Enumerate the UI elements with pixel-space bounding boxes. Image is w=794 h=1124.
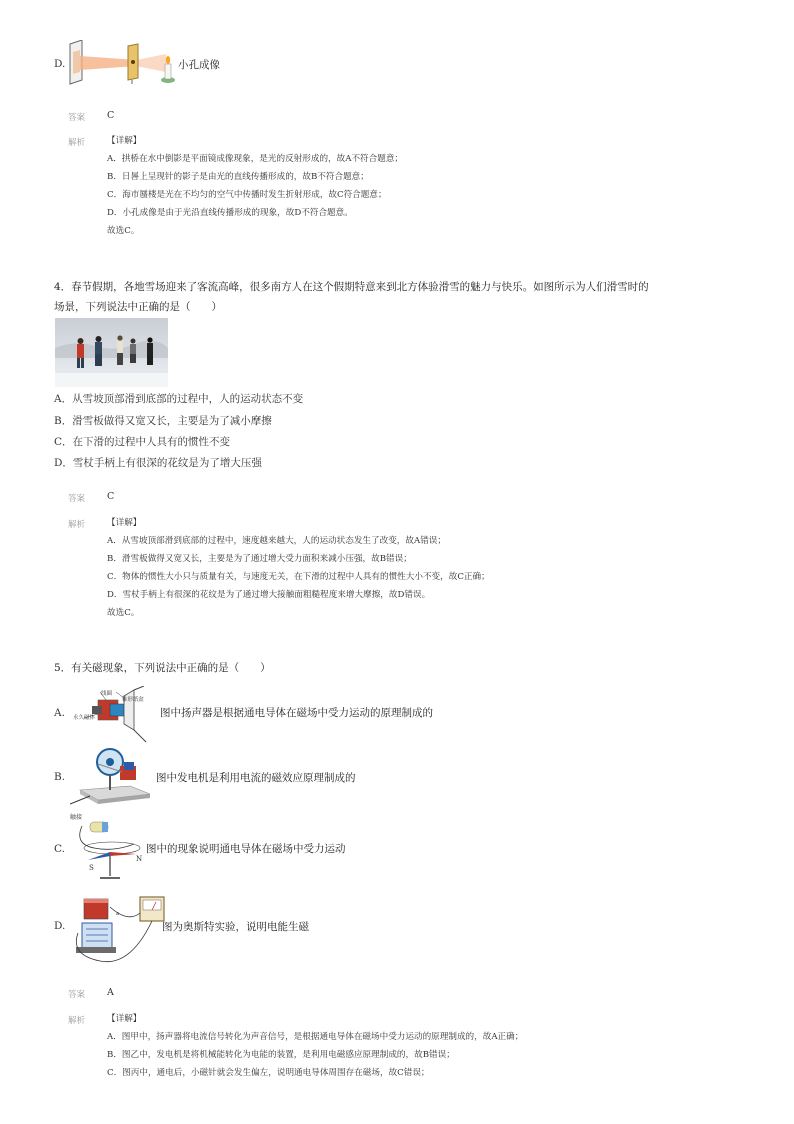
analysis-label: 解析 [68,520,86,530]
detail-line: 故选C。 [107,226,140,236]
option-d-text: 图为奥斯特实验，说明电能生磁 [162,921,309,933]
question-stem: 4．春节假期，各地雪场迎来了客流高峰，很多南方人在这个假期特意来到北方体验滑雪的魅力与快乐。如图所示为人们滑雪时的 [54,281,649,293]
question-stem: 场景，下列说法中正确的是（ ） [54,301,222,313]
answer-label: 答案 [68,494,86,504]
fig-label-cone: 锥形纸盆 [122,697,145,703]
option-b: B．滑雪板做得又宽又长，主要是为了减小摩擦 [54,415,272,427]
option-b-letter: B. [54,771,66,783]
option-d-letter: D. [54,920,66,932]
fig-label-magnet: 永久磁体 [73,715,96,721]
option-d: D．雪杖手柄上有很深的花纹是为了增大压强 [54,457,262,469]
detail-line: A．从雪坡顶部滑到底部的过程中，速度越来越大，人的运动状态发生了改变，故A错误； [107,536,446,546]
detail-line: C．图丙中，通电后，小磁针就会发生偏左，说明通电导体周围存在磁场，故C错误； [107,1068,430,1078]
fig-label-s: S [89,864,94,872]
induction-figure [70,893,166,963]
question-stem: 5．有关磁现象，下列说法中正确的是（ ） [54,662,271,674]
answer-label: 答案 [68,113,86,123]
answer-value: C [107,491,115,502]
analysis-label: 解析 [68,138,86,148]
skiing-photo [55,318,168,387]
compass-figure [70,818,142,884]
fig-label-n: N [136,855,143,863]
option-c: C．在下滑的过程中人具有的惯性不变 [54,436,231,448]
answer-value: A [107,987,114,998]
svg-text:a: a [116,911,120,917]
detail-line: C．海市蜃楼是光在不均匀的空气中传播时发生折射形成，故C符合题意； [107,190,387,200]
option-c-letter: C. [54,843,65,855]
answer-label: 答案 [68,990,86,1000]
option-b-text: 图中发电机是利用电流的磁效应原理制成的 [156,772,356,784]
detail-line: C．物体的惯性大小只与质量有关，与速度无关，在下滑的过程中人具有的惯性大小不变，故C正确； [107,572,490,582]
option-a-letter: A. [54,707,65,719]
detail-line: D．小孔成像是由于光沿直线传播形成的现象，故D不符合题意。 [107,208,353,218]
detail-header: 【详解】 [107,1014,142,1024]
option-d-letter: D. [54,58,66,70]
generator-figure [70,746,154,808]
answer-value: C [107,110,115,121]
detail-line: A．图甲中，扬声器将电流信号转化为声音信号，是根据通电导体在磁场中受力运动的原理制成的，故A正确； [107,1032,524,1042]
option-a: A．从雪坡顶部滑到底部的过程中，人的运动状态不变 [54,393,304,405]
fig-label-coil: 线圈 [101,691,113,697]
detail-header: 【详解】 [107,136,142,146]
detail-header: 【详解】 [107,518,142,528]
detail-line: A．拱桥在水中倒影是平面镜成像现象，是光的反射形成的，故A不符合题意； [107,154,404,164]
detail-line: B．日晷上呈现针的影子是由光的直线传播形成的，故B不符合题意； [107,172,369,182]
option-a-text: 图中扬声器是根据通电导体在磁场中受力运动的原理制成的 [160,707,433,719]
pinhole-image-figure [66,40,186,86]
detail-line: D．雪杖手柄上有很深的花纹是为了通过增大接触面粗糙程度来增大摩擦，故D错误。 [107,590,431,600]
detail-line: B．图乙中，发电机是将机械能转化为电能的装置，是利用电磁感应原理制成的，故B错误； [107,1050,455,1060]
detail-line: B．滑雪板做得又宽又长，主要是为了通过增大受力面积来减小压强，故B错误； [107,554,412,564]
pinhole-caption: 小孔成像 [178,59,220,71]
detail-line: 故选C。 [107,608,140,618]
fig-label-touch: 触接 [70,814,83,821]
option-c-text: 图中的现象说明通电导体在磁场中受力运动 [146,843,346,855]
analysis-label: 解析 [68,1016,86,1026]
